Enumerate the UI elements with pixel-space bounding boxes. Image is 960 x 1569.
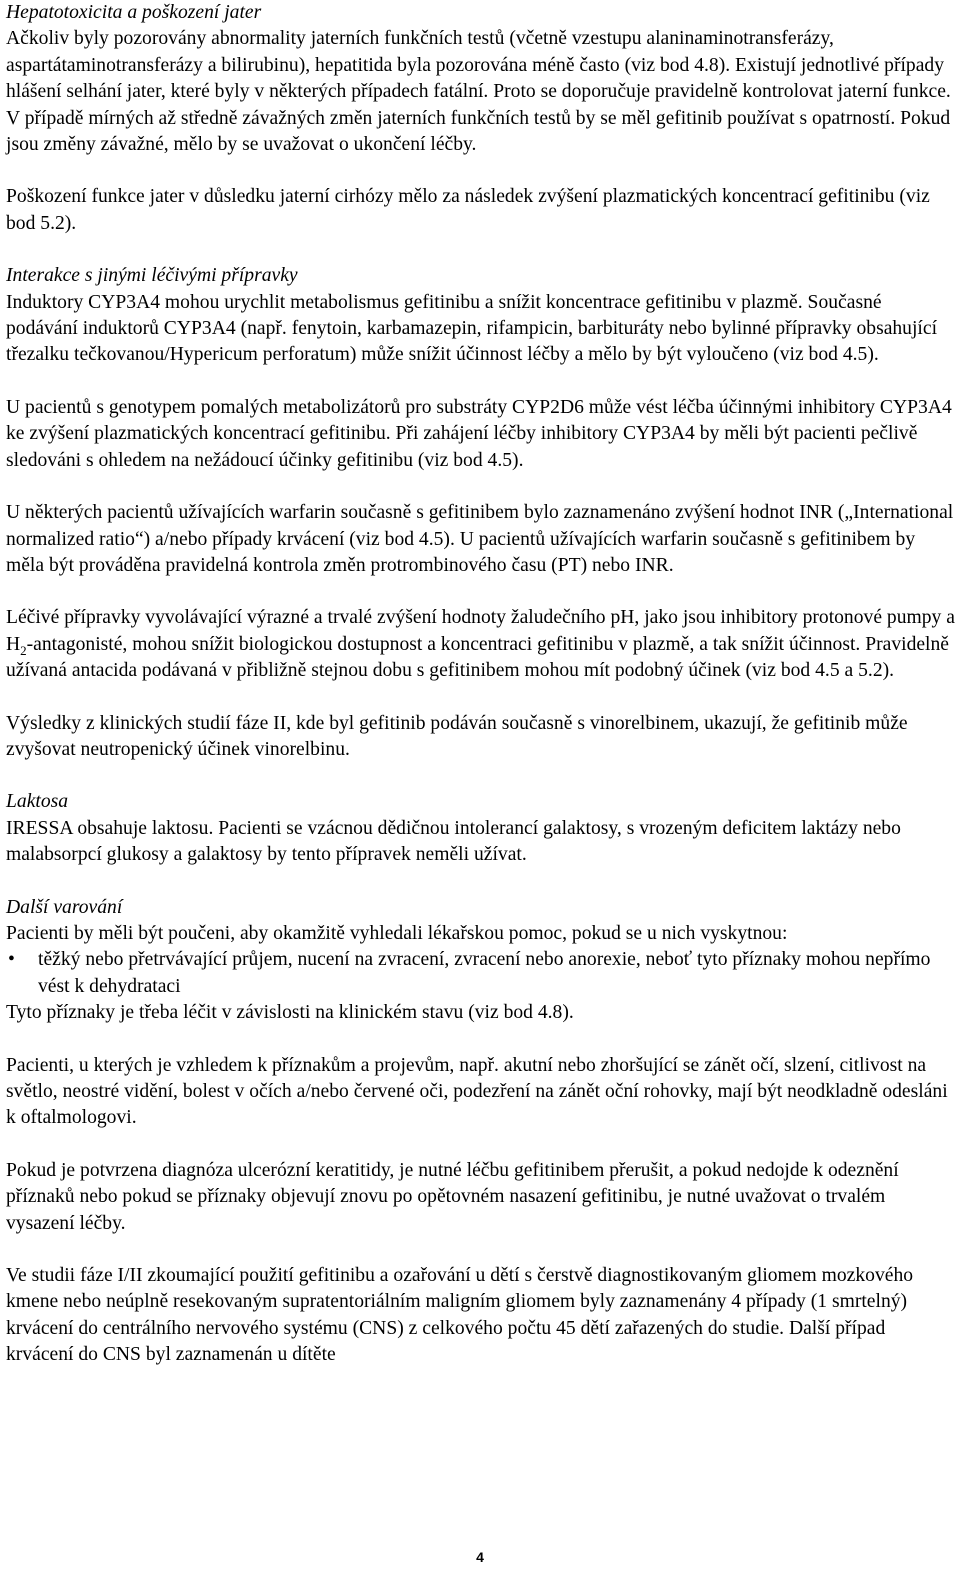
document-page [6, 0, 956, 1369]
gastric-ph-text-b: -antagonisté, mohou snížit biologickou dostupnost a koncentraci gefitinibu v plazmě, a tak snížit účinnost. Pravidelně užívaná antacida podávaná v přibližně stejnou dobu s gefitinibem mohou mít podobný účinek (viz bod 4.5 a 5.2). [6, 633, 949, 682]
paragraph-warfarin: U některých pacientů užívajících warfarin současně s gefitinibem bylo zaznamenáno zvýšení hodnot INR („International normalized ratio“) a/nebo případy krvácení (viz bod 4.5). U pacientů užívajících warfarin současně s gefitinibem by měla být prováděna pravidelná kontrola změn protrombinového času (PT) nebo INR. [6, 502, 954, 576]
paragraph-warnings-intro: Pacienti by měli být poučeni, aby okamžitě vyhledali lékařskou pomoc, pokud se u nich vyskytnou: [6, 922, 788, 944]
paragraph-keratitis-symptoms: Pacienti, u kterých je vzhledem k příznakům a projevům, např. akutní nebo zhoršující se zánět očí, slzení, citlivost na světlo, neostré vidění, bolest v očích a/nebo červené oči, podezření na zánět oční rohovky, mají být neodkladně odesláni k oftalmologovi. [6, 1054, 948, 1129]
bullet-text: těžký nebo přetrvávající průjem, nucení na zvracení, zvracení nebo anorexie, neboť tyto příznaky mohou nepřímo vést k dehydrataci [38, 949, 931, 997]
paragraph-after-bullet: Tyto příznaky je třeba léčit v závislosti na klinickém stavu (viz bod 4.8). [6, 1002, 574, 1024]
section-heading-interactions: Interakce s jinými léčivými přípravky [6, 265, 298, 287]
paragraph-vinorelbine: Výsledky z klinických studií fáze II, kde byl gefitinib podáván současně s vinorelbinem, ukazují, že gefitinib může zvyšovat neutropenický účinek vinorelbinu. [6, 712, 908, 760]
paragraph-lactose: IRESSA obsahuje laktosu. Pacienti se vzácnou dědičnou intolerancí galaktosy, s vrozeným deficitem laktázy nebo malabsorpcí glukosy a galaktosy by tento přípravek neměli užívat. [6, 817, 901, 866]
section-heading-hepatotoxicity: Hepatotoxicita a poškození jater [6, 2, 262, 23]
paragraph-ulcerative-keratitis: Pokud je potvrzena diagnóza ulcerózní keratitidy, je nutné léčbu gefitinibem přerušit, a pokud nedojde k odeznění příznaků nebo pokud se příznaky objevují znovu po opětovném nasazení gefitinibu, je nutné uvažovat o trvalém vysazení léčby. [6, 1159, 899, 1234]
paragraph-cyp3a4-inducers: Induktory CYP3A4 mohou urychlit metabolismus gefitinibu a snížit koncentrace gefitinibu v plazmě. Současné podávání induktorů CYP3A4 (např. fenytoin, karbamazepin, rifampicin, barbituráty nebo bylinné přípravky obsahující třezalku tečkovanou/Hypericum perforatum) může snížit účinnost léčby a mělo by být vyloučeno (viz bod 4.5). [6, 291, 938, 366]
paragraph-cyp2d6: U pacientů s genotypem pomalých metabolizátorů pro substráty CYP2D6 může vést léčba účinnými inhibitory CYP3A4 ke zvýšení plazmatických koncentrací gefitinibu. Při zahájení léčby inhibitory CYP3A4 by měli být pacienti pečlivě sledováni s ohledem na nežádoucí účinky gefitinibu (viz bod 4.5). [6, 396, 952, 471]
page-number: 4 [476, 1549, 484, 1565]
paragraph-cns-hemorrhage: Ve studii fáze I/II zkoumající použití gefitinibu a ozařování u dětí s čerstvě diagnostikovaným gliomem mozkového kmene nebo neúplně resekovaným supratentoriálním maligním gliomem byly zaznamenány 4 případy (1 smrtelný) krvácení do centrálního nervového systému (CNS) z celkového počtu 45 dětí zařazených do studie. Další případ krvácení do CNS byl zaznamenán u dítěte [6, 1265, 914, 1366]
subscript-2: 2 [20, 642, 27, 658]
bullet-list-item [6, 947, 956, 1000]
paragraph-gastric-ph [6, 605, 956, 684]
section-heading-other-warnings: Další varování [6, 896, 123, 918]
paragraph-hepatotoxicity: Ačkoliv byly pozorovány abnormality jaterních funkčních testů (včetně vzestupu alaninaminotransferázy, aspartátaminotransferázy a bilirubinu), hepatitida byla pozorována méně často (viz bod 4.8). Existují jednotlivé případy hlášení selhání jater, které byly v některých případech fatální. Proto se doporučuje pravidelně kontrolovat jaterní funkce. V případě mírných až středně závažných změn jaterních funkčních testů by se měl gefitinib používat s opatrností. Pokud jsou změny závažné, mělo by se uvažovat o ukončení léčby. [6, 28, 951, 156]
gastric-ph-text-a: Léčivé přípravky vyvolávající výrazné a trvalé zvýšení hodnoty žaludečního pH, jako jsou inhibitory protonové pumpy a H [6, 607, 955, 655]
paragraph-liver-cirrhosis: Poškození funkce jater v důsledku jaterní cirhózy mělo za následek zvýšení plazmatických koncentrací gefitinibu (viz bod 5.2). [6, 186, 930, 234]
section-heading-lactose: Laktosa [6, 791, 69, 813]
bullet-icon: • [8, 949, 15, 971]
